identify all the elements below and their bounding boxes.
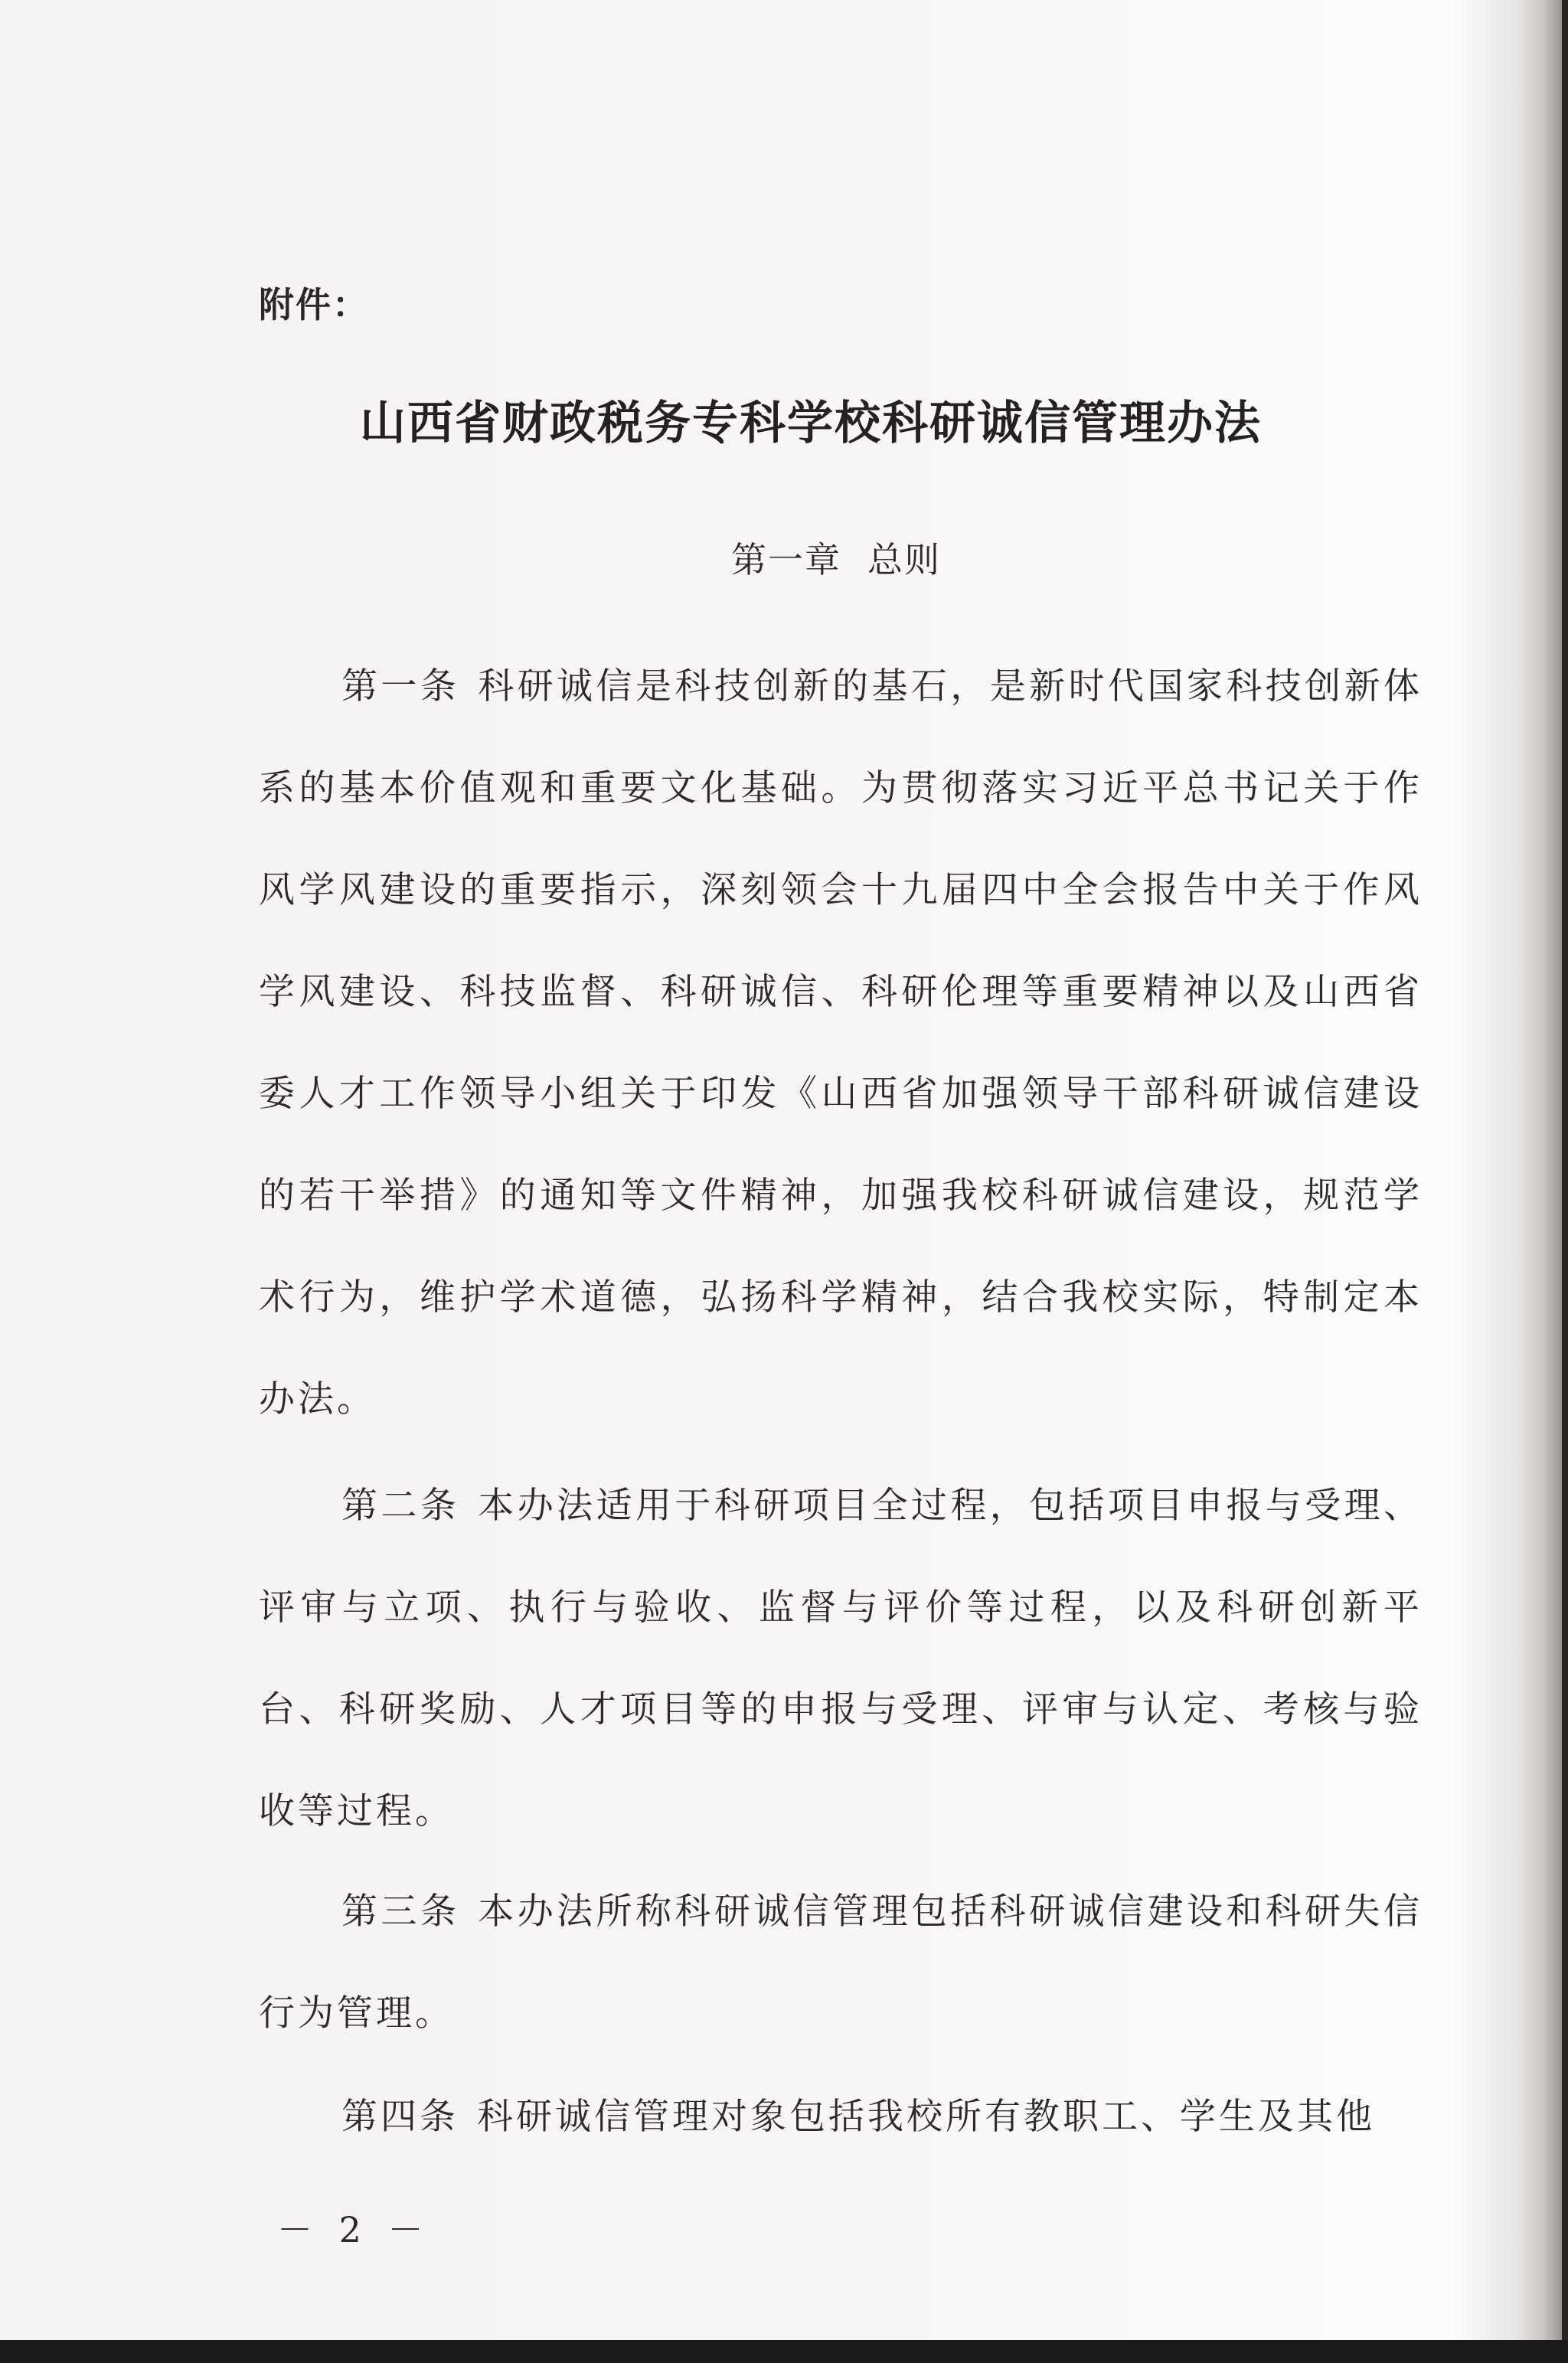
chapter-name: 总则: [867, 539, 941, 580]
article-number: 第二条: [341, 1485, 460, 1527]
chapter-number: 第一章: [731, 539, 841, 580]
article-1: [259, 636, 1423, 1450]
chapter-heading: [731, 532, 941, 583]
page-number: － 2 －: [277, 2209, 431, 2250]
article-3: [259, 1861, 1423, 2064]
page-edge-shadow: [1516, 0, 1562, 2340]
background-edge-bottom: [0, 2340, 1568, 2363]
article-text: 本办法所称科研诚信管理包括科研诚信建设和科研失信行为管理。: [259, 1891, 1423, 2035]
article-number: 第一条: [341, 665, 460, 708]
article-number: 第四条: [341, 2096, 459, 2138]
attachment-label: 附件：: [259, 284, 369, 325]
article-text: 本办法适用于科研项目全过程，包括项目申报与受理、评审与立项、执行与验收、监督与评价等过程，以及科研创新平台、科研奖励、人才项目等的申报与受理、评审与认定、考核与验收等过程。: [259, 1485, 1423, 1832]
document-title: 山西省财政税务专科学校科研诚信管理办法: [360, 397, 1262, 450]
article-2: [259, 1455, 1423, 1862]
article-4: [259, 2066, 1423, 2168]
article-text: 科研诚信是科技创新的基石，是新时代国家科技创新体系的基本价值观和重要文化基础。为贯彻落实习近平总书记关于作风学风建设的重要指示，深刻领会十九届四中全会报告中关于作风学风建设、科技监督、科研诚信、科研伦理等重要精神以及山西省委人才工作领导小组关于印发《山西省加强领导干部科研诚信建设的若干举措》的通知等文件精神，加强我校科研诚信建设，规范学术行为，维护学术道德，弘扬科学精神，结合我校实际，特制定本办法。: [259, 665, 1423, 1420]
article-text: 科研诚信管理对象包括我校所有教职工、学生及其他: [477, 2096, 1375, 2138]
background-edge-right: [1562, 0, 1568, 2363]
article-number: 第三条: [341, 1891, 460, 1933]
